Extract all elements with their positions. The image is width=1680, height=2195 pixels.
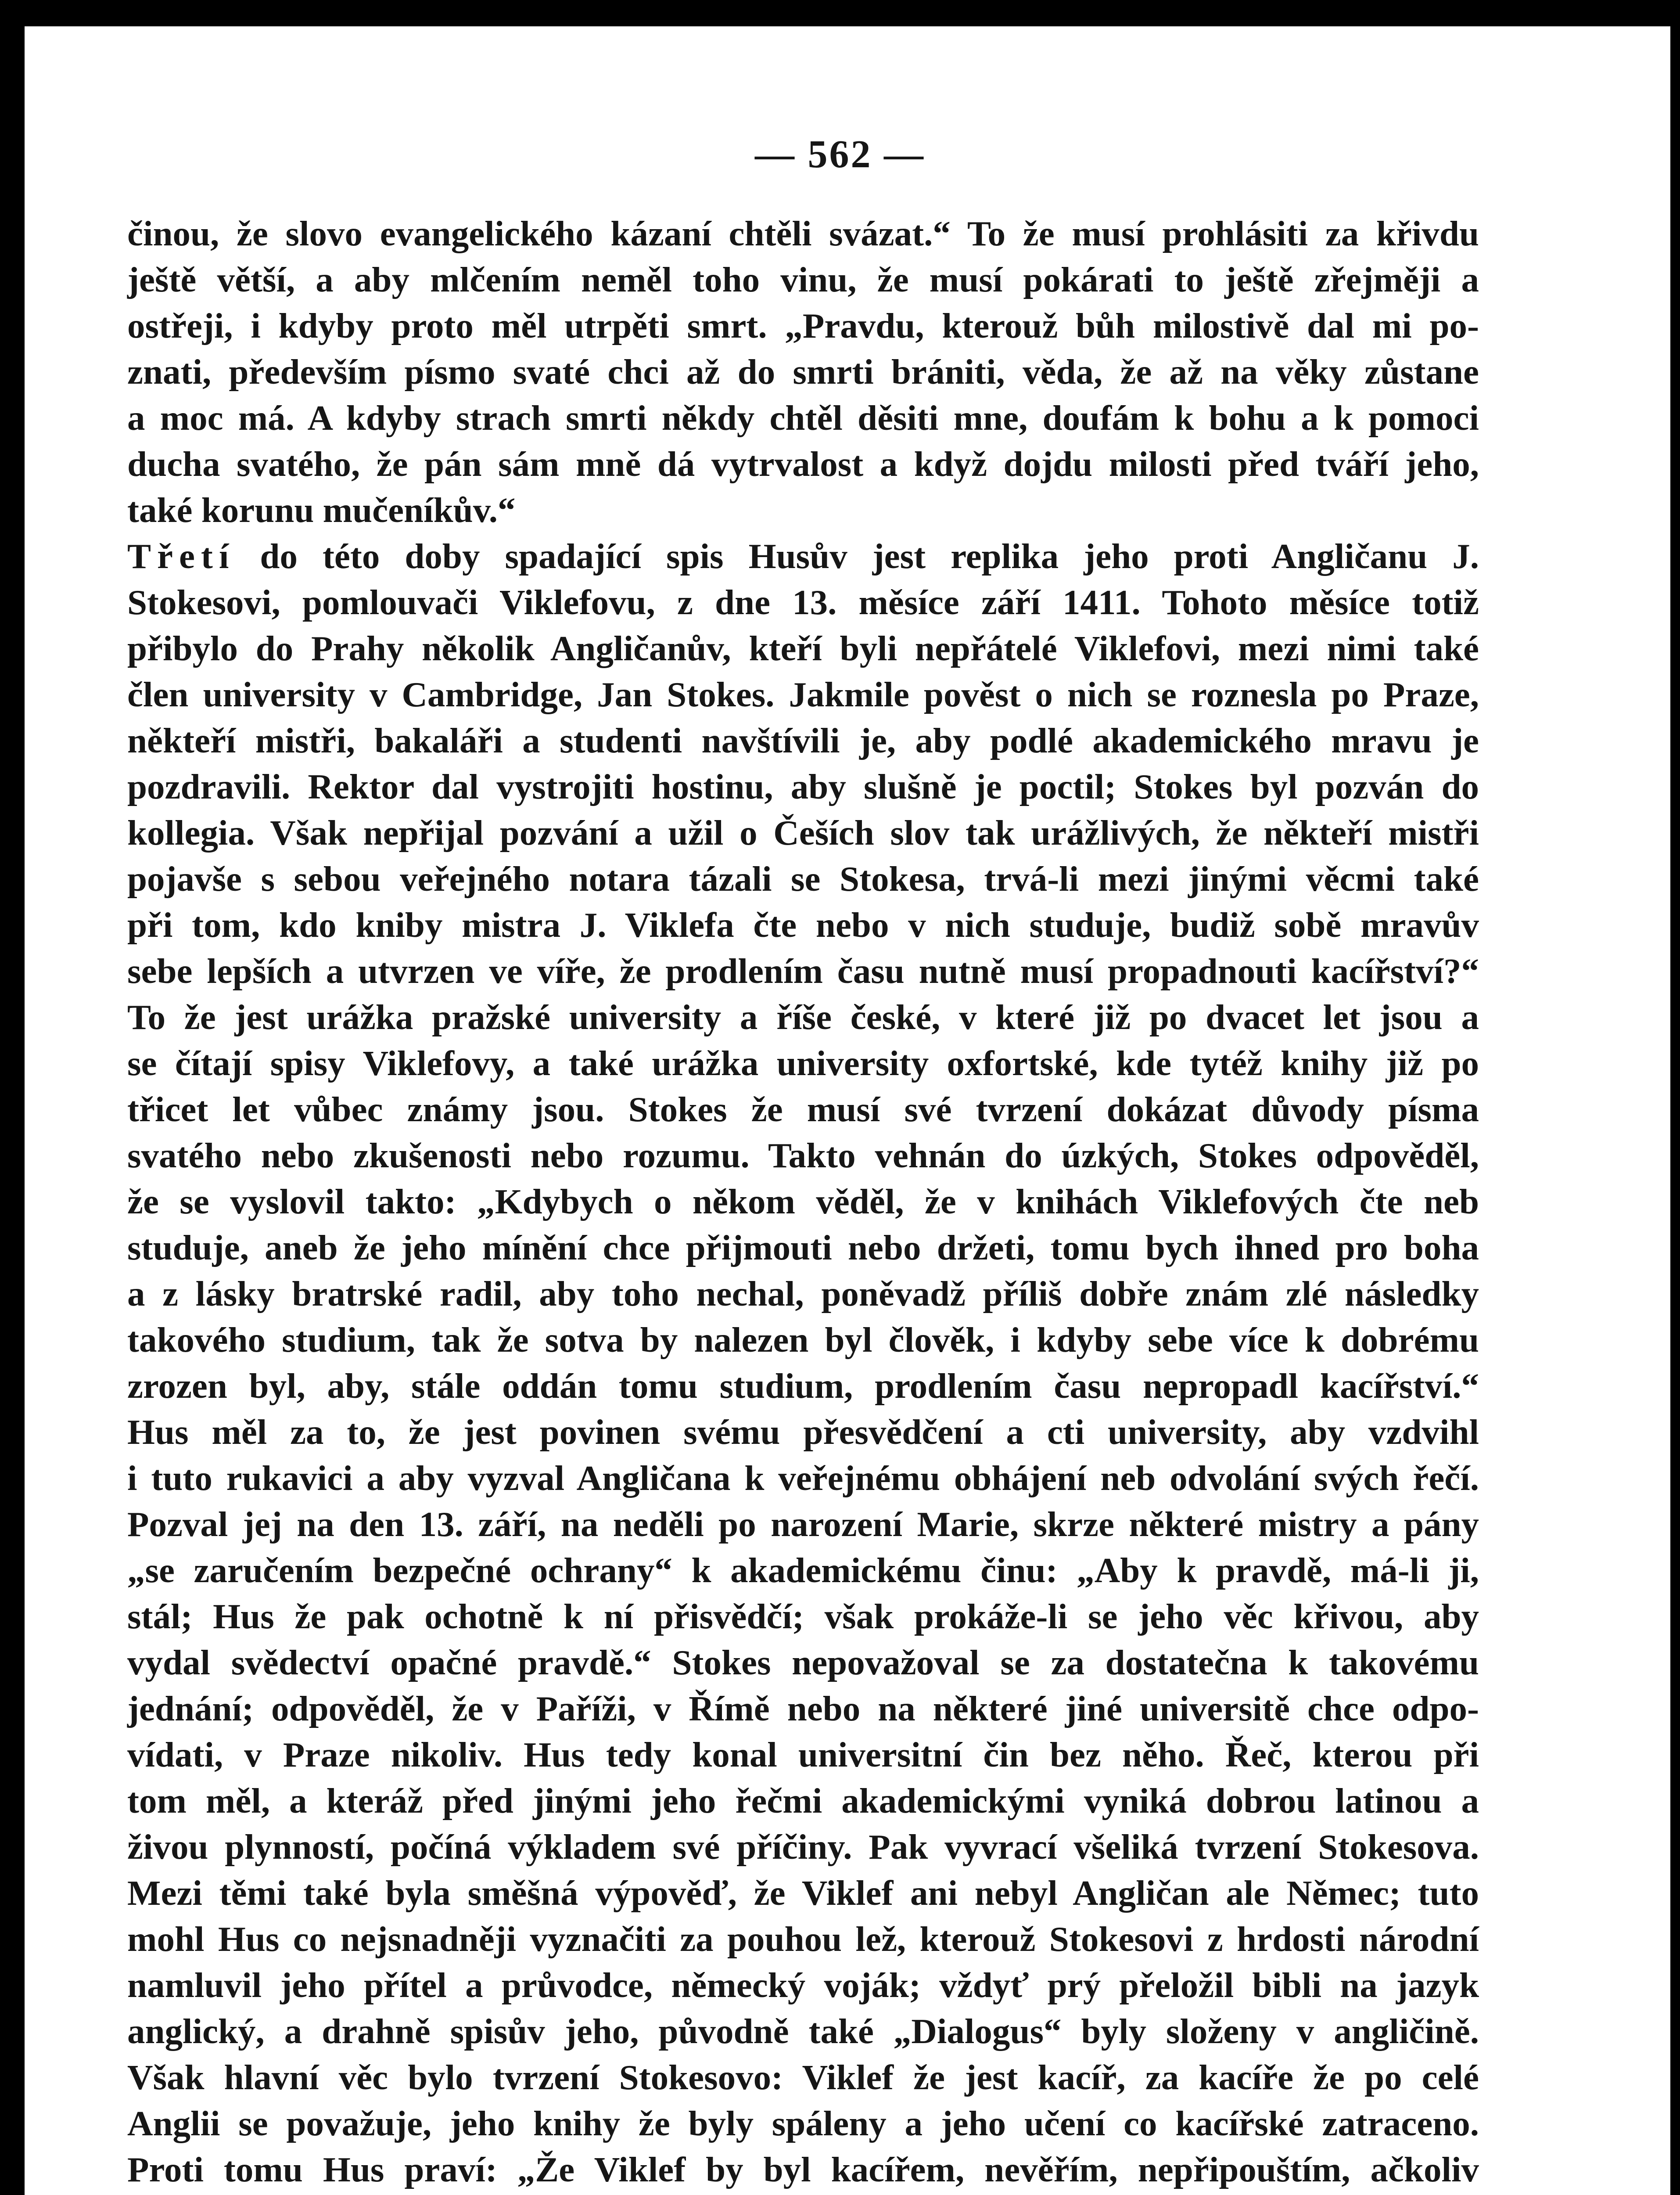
text-line: mohl Hus co nejsnadněji vyznačiti za pouhou lež, kterouž Stokesovi z hrdosti národní xyxy=(127,1919,1479,1959)
text-line: při tom, kdo kniby mistra J. Viklefa čte nebo v nich studuje, budiž sobě mravův xyxy=(127,905,1479,945)
text-line: i tuto rukavici a aby vyzval Angličana k veřejnému obhájení neb odvolání svých řečí. xyxy=(127,1458,1479,1498)
text-line: stál; Hus že pak ochotně k ní přisvědčí; však prokáže-li se jeho věc křivou, aby xyxy=(127,1597,1479,1636)
text-line: pojavše s sebou veřejného notara tázali se Stokesa, trvá-li mezi jinými věcmi také xyxy=(127,859,1479,899)
text-line: někteří mistři, bakaláři a studenti navštívili je, aby podlé akademického mravu je xyxy=(127,721,1479,760)
text-line: zrozen byl, aby, stále oddán tomu studium, prodlením času nepropadl kacířství.“ xyxy=(127,1366,1479,1406)
text-line: že se vyslovil takto: „Kdybych o někom věděl, že v knihách Viklefových čte neb xyxy=(127,1182,1479,1221)
text-line: Hus měl za to, že jest povinen svému přesvědčení a cti university, aby vzdvihl xyxy=(127,1412,1479,1452)
body-text xyxy=(127,211,1479,2195)
text-line: ještě větší, a aby mlčením neměl toho vinu, že musí pokárati to ještě zřejměji a xyxy=(127,260,1479,299)
text-line: tom měl, a kteráž před jinými jeho řečmi akademickými vyniká dobrou latinou a xyxy=(127,1781,1479,1821)
text-line: znati, především písmo svaté chci až do smrti brániti, věda, že až na věky zůstane xyxy=(127,352,1479,392)
page-number: — 562 — xyxy=(755,133,925,176)
text-line: člen university v Cambridge, Jan Stokes. Jakmile pověst o nich se roznesla po Praze, xyxy=(127,675,1479,714)
text-line: a moc má. A kdyby strach smrti někdy chtěl děsiti mne, doufám k bohu a k pomoci xyxy=(127,398,1479,438)
text-line: ostřeji, i kdyby proto měl utrpěti smrt. „Pravdu, kterouž bůh milostivě dal mi po- xyxy=(127,306,1479,345)
text-line: ducha svatého, že pán sám mně dá vytrvalost a když dojdu milosti před tváří jeho, xyxy=(127,444,1479,484)
text-line-rest: do této doby spadající spis Husův jest replika jeho proti Angličanu J. xyxy=(235,536,1479,576)
text-line: Proti tomu Hus praví: „Že Viklef by byl kacířem, nevěřím, nepřipouštím, ačkoliv xyxy=(127,2150,1479,2189)
text-line: svatého nebo zkušenosti nebo rozumu. Takto vehnán do úzkých, Stokes odpověděl, xyxy=(127,1136,1479,1175)
text-line xyxy=(127,533,1479,579)
text-line: třicet let vůbec známy jsou. Stokes že musí své tvrzení dokázat důvody písma xyxy=(127,1090,1479,1129)
text-line: anglický, a drahně spisův jeho, původně také „Dialogus“ byly složeny v angličině. xyxy=(127,2011,1479,2051)
text-line: studuje, aneb že jeho mínění chce přijmouti nebo držeti, tomu bych ihned pro boha xyxy=(127,1228,1479,1267)
text-line: a z lásky bratrské radil, aby toho nechal, poněvadž příliš dobře znám zlé následky xyxy=(127,1274,1479,1313)
text-line: Pozval jej na den 13. září, na neděli po narození Marie, skrze některé mistry a pány xyxy=(127,1504,1479,1544)
paragraph-1 xyxy=(127,211,1479,533)
text-line: jednání; odpověděl, že v Paříži, v Římě nebo na některé jiné universitě chce odpo- xyxy=(127,1689,1479,1728)
text-line: sebe lepších a utvrzen ve víře, že prodlením času nutně musí propadnouti kacířství?“ xyxy=(127,951,1479,991)
text-line: činou, že slovo evangelického kázaní chtěli svázat.“ To že musí prohlásiti za křivdu xyxy=(127,214,1479,253)
text-line: takového studium, tak že sotva by nalezen byl člověk, i kdyby sebe více k dobrému xyxy=(127,1320,1479,1360)
text-line: živou plynností, počíná výkladem své příčiny. Pak vyvrací všeliká tvrzení Stokesova. xyxy=(127,1827,1479,1867)
text-line: se čítají spisy Viklefovy, a také urážka university oxfortské, kde tytéž knihy již po xyxy=(127,1044,1479,1083)
text-line: pozdravili. Rektor dal vystrojiti hostinu, aby slušně je poctil; Stokes byl pozván do xyxy=(127,767,1479,806)
text-line: vídati, v Praze nikoliv. Hus tedy konal universitní čin bez něho. Řeč, kterou při xyxy=(127,1735,1479,1774)
text-line: přibylo do Prahy několik Angličanův, kteří byli nepřátelé Viklefovi, mezi nimi také xyxy=(127,629,1479,668)
text-line: vydal svědectví opačné pravdě.“ Stokes nepovažoval se za dostatečna k takovému xyxy=(127,1643,1479,1682)
text-line: namluvil jeho přítel a průvodce, německý voják; vždyť prý přeložil bibli na jazyk xyxy=(127,1965,1479,2005)
text-line: To že jest urážka pražské university a říše české, v které již po dvacet let jsou a xyxy=(127,997,1479,1037)
text-line: „se zaručením bezpečné ochrany“ k akademickému činu: „Aby k pravdě, má-li ji, xyxy=(127,1551,1479,1590)
text-line: kollegia. Však nepřijal pozvání a užil o Češích slov tak urážlivých, že někteří mistři xyxy=(127,813,1479,853)
text-line: Však hlavní věc bylo tvrzení Stokesovo: Viklef že jest kacíř, za kacíře že po celé xyxy=(127,2058,1479,2097)
text-line: Mezi těmi také byla směšná výpověď, že Viklef ani nebyl Angličan ale Němec; tuto xyxy=(127,1873,1479,1913)
text-line xyxy=(127,2193,1479,2195)
text-line: Anglii se považuje, jeho knihy že byly spáleny a jeho učení co kacířské zatraceno. xyxy=(127,2104,1479,2143)
paragraph-2 xyxy=(127,533,1479,2195)
text-line: také korunu mučeníkův.“ xyxy=(127,490,516,530)
emphasized-word: Třetí xyxy=(127,536,235,576)
text-line: Stokesovi, pomlouvači Viklefovu, z dne 13. měsíce září 1411. Tohoto měsíce totiž xyxy=(127,583,1479,622)
